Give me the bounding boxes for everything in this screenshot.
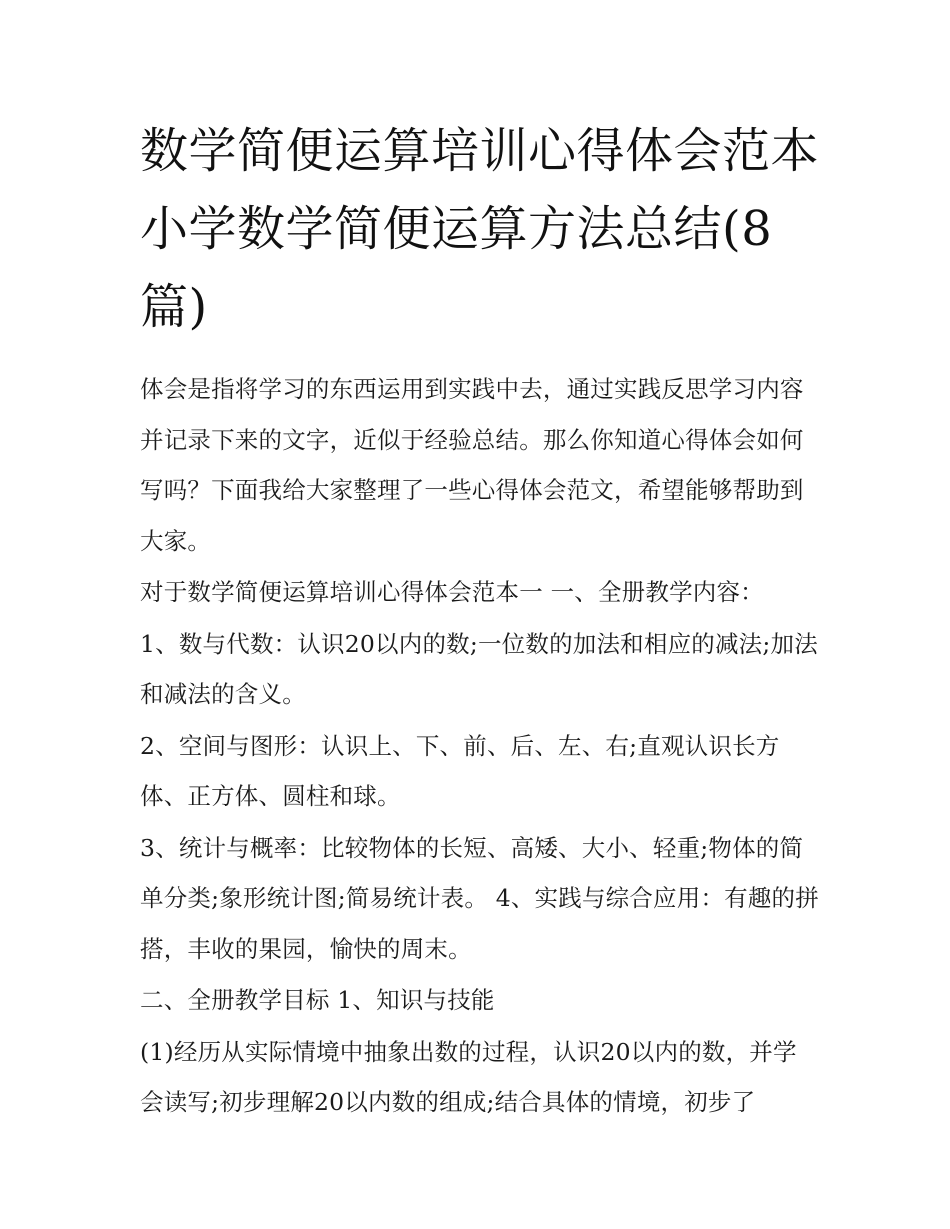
paragraph-goal-1: (1)经历从实际情境中抽象出数的过程，认识20以内的数，并学会读写;初步理解20以内数的组成;结合具体的情境，初步了 xyxy=(140,1037,797,1116)
paragraph-goals-heading: 二、全册教学目标 1、知识与技能 xyxy=(140,986,495,1014)
paragraph-item-1: 1、数与代数：认识20以内的数;一位数的加法和相应的减法;加法和减法的含义。 xyxy=(140,629,818,708)
paragraph-section-heading: 对于数学简便运算培训心得体会范本一 一、全册教学内容： xyxy=(140,578,764,606)
document-page xyxy=(140,112,820,1129)
paragraph-intro: 体会是指将学习的东西运用到实践中去，通过实践反思学习内容并记录下来的文字，近似于经验总结。那么你知道心得体会如何写吗？下面我给大家整理了一些心得体会范文，希望能够帮助到大家。 xyxy=(140,375,804,555)
paragraph-item-2: 2、空间与图形：认识上、下、前、后、左、右;直观认识长方体、正方体、圆柱和球。 xyxy=(140,731,780,810)
paragraph-item-3: 3、统计与概率：比较物体的长短、高矮、大小、轻重;物体的简单分类;象形统计图;简易统计表。 4、实践与综合应用：有趣的拼搭，丰收的果园，愉快的周末。 xyxy=(140,833,819,963)
document-body xyxy=(140,364,820,1128)
document-title: 数学简便运算培训心得体会范本 小学数学简便运算方法总结(8篇) xyxy=(140,123,820,335)
